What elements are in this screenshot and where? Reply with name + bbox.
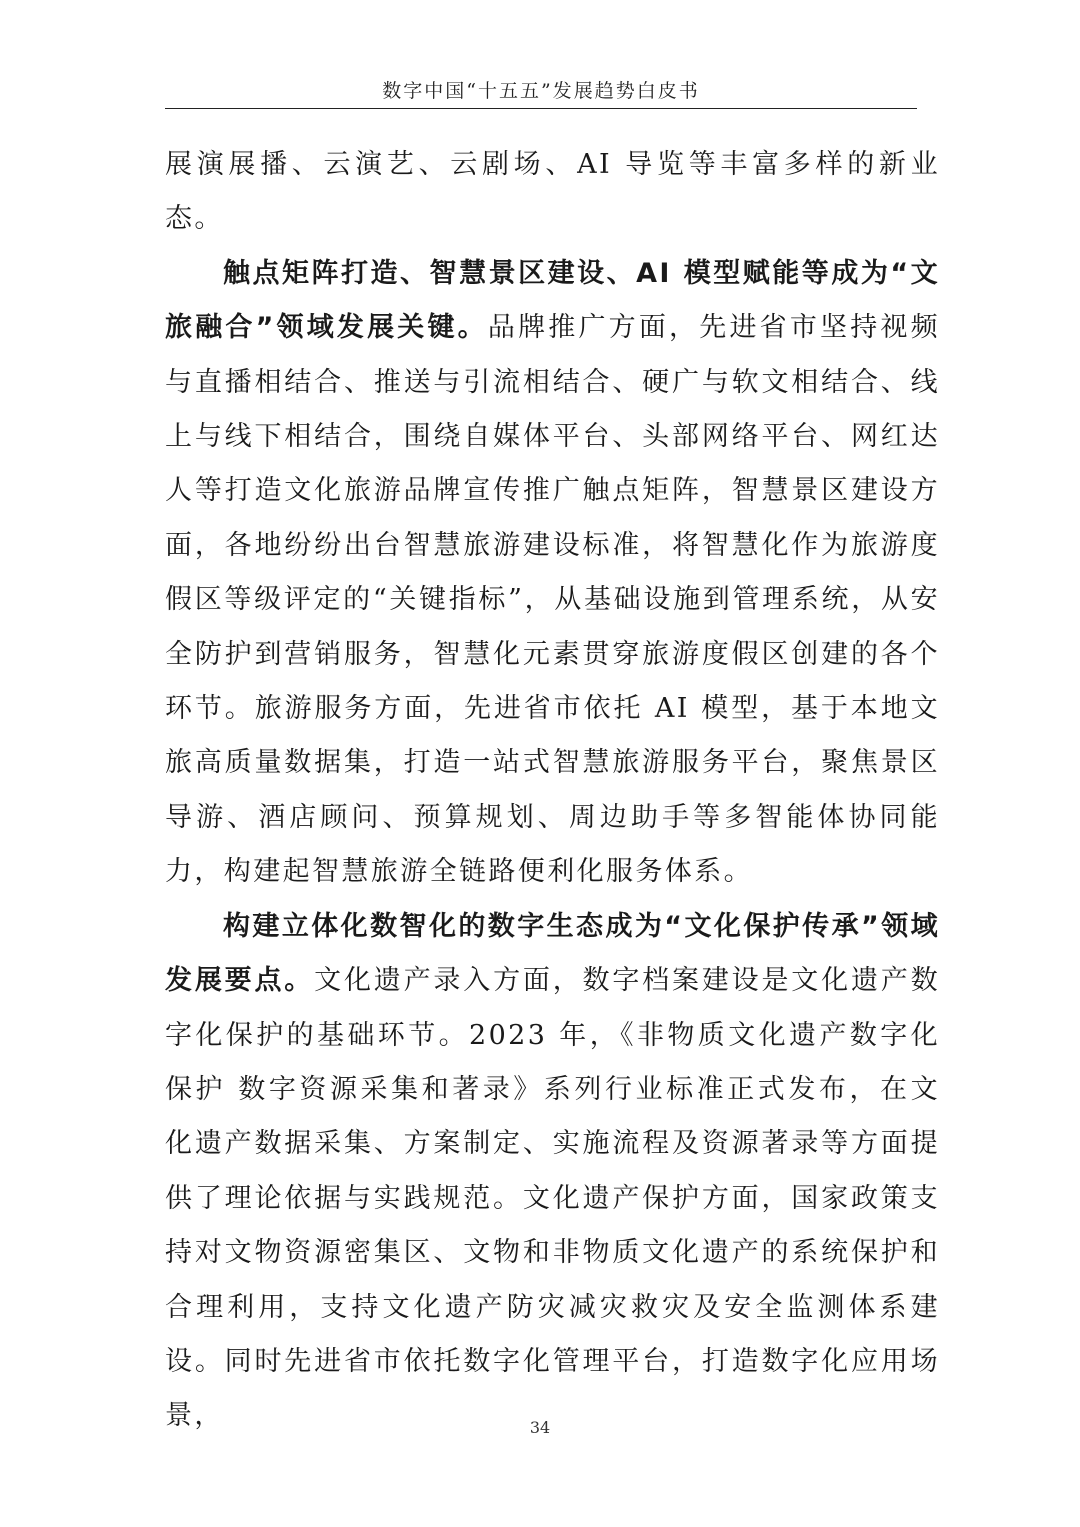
page-number: 34 (529, 1418, 551, 1437)
header-divider (165, 108, 917, 109)
running-header-title: 数字中国“十五五”发展趋势白皮书 (382, 80, 700, 102)
paragraph-continuation (165, 138, 940, 247)
body-text (165, 138, 940, 1444)
paragraph-heritage (165, 900, 940, 1444)
paragraph-text: 品牌推广方面，先进省市坚持视频与直播相结合、推送与引流相结合、硬广与软文相结合、线上与线下相结合，围绕自媒体平台、头部网络平台、网红达人等打造文化旅游品牌宣传推广触点矩阵，智慧景区建设方面，各地纷纷出台智慧旅游建设标准，将智慧化作为旅游度假区等级评定的“关键指标”，从基础设施到管理系统，从安全防护到营销服务，智慧化元素贯穿旅游度假区创建的各个环节。旅游服务方面，先进省市依托 AI 模型，基于本地文旅高质量数据集，打造一站式智慧旅游服务平台，聚焦景区导游、酒店顾问、预算规划、周边助手等多智能体协同能力，构建起智慧旅游全链路便利化服务体系。 (165, 312, 941, 888)
paragraph-text: 文化遗产录入方面，数字档案建设是文化遗产数字化保护的基础环节。2023 年，《非物质文化遗产数字化保护 数字资源采集和著录》系列行业标准正式发布，在文化遗产数据采集、方案制定、实施流程及资源著录等方面提供了理论依据与实践规范。文化遗产保护方面，国家政策支持对文物资源密集区、文物和非物质文化遗产的系统保护和合理利用，支持文化遗产防灾减灾救灾及安全监测体系建设。同时先进省市依托数字化管理平台，打造数字化应用场景， (165, 965, 940, 1432)
paragraph-lead-heading: 构建立体化数智化的数字生态成为“文化保护传承”领域发展要点。 (165, 910, 940, 997)
paragraph-tourism (165, 247, 940, 900)
paragraph-lead-heading: 触点矩阵打造、智慧景区建设、AI 模型赋能等成为“文旅融合”领域发展关键。 (165, 257, 940, 344)
paragraph-text: 展演展播、云演艺、云剧场、AI 导览等丰富多样的新业态。 (165, 149, 940, 235)
